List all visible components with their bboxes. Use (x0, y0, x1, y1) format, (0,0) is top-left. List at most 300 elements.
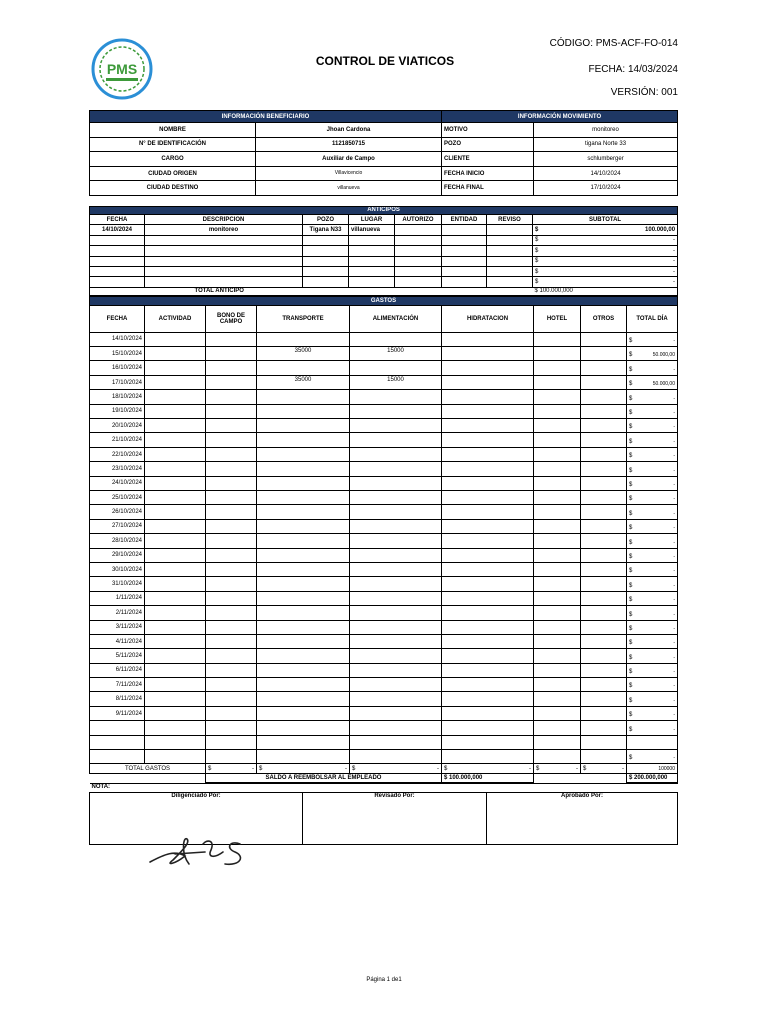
anticipo-lugar[interactable]: villanueva (349, 225, 395, 235)
anticipo-lugar[interactable] (349, 235, 395, 245)
total-bono: $ - (206, 764, 257, 774)
gasto-alimentacion[interactable] (350, 591, 442, 605)
gasto-total-dia: $ - (627, 591, 678, 605)
gasto-hidratacion[interactable] (442, 750, 534, 764)
gasto-otros[interactable] (581, 519, 627, 533)
field-value[interactable]: schlumberger (534, 152, 678, 167)
gasto-hidratacion[interactable] (442, 620, 534, 634)
anticipo-descripcion[interactable]: monitoreo (145, 225, 303, 235)
gasto-bono[interactable] (206, 332, 257, 346)
gasto-bono[interactable] (206, 735, 257, 749)
gasto-alimentacion[interactable] (350, 634, 442, 648)
anticipo-fecha[interactable] (90, 246, 145, 256)
gasto-alimentacion[interactable] (350, 534, 442, 548)
gasto-actividad[interactable] (145, 332, 206, 346)
col-header: AUTORIZO (395, 214, 442, 224)
gasto-actividad[interactable] (145, 375, 206, 389)
gasto-hotel[interactable] (534, 634, 581, 648)
gasto-actividad[interactable] (145, 577, 206, 591)
gasto-fecha[interactable]: 9/11/2024 (90, 706, 145, 720)
gasto-transporte[interactable] (257, 390, 350, 404)
anticipo-reviso[interactable] (487, 256, 533, 266)
gasto-transporte[interactable] (257, 721, 350, 735)
gasto-alimentacion[interactable] (350, 678, 442, 692)
gasto-bono[interactable] (206, 649, 257, 663)
gasto-fecha[interactable]: 21/10/2024 (90, 433, 145, 447)
gasto-actividad[interactable] (145, 692, 206, 706)
anticipo-fecha[interactable] (90, 256, 145, 266)
gasto-actividad[interactable] (145, 721, 206, 735)
gasto-actividad[interactable] (145, 663, 206, 677)
gasto-hidratacion[interactable] (442, 562, 534, 576)
anticipo-entidad[interactable] (442, 246, 487, 256)
gasto-actividad[interactable] (145, 505, 206, 519)
gasto-otros[interactable] (581, 649, 627, 663)
gasto-otros[interactable] (581, 548, 627, 562)
field-value[interactable]: 14/10/2024 (534, 166, 678, 181)
anticipo-pozo[interactable] (303, 256, 349, 266)
gasto-actividad[interactable] (145, 606, 206, 620)
gasto-hidratacion[interactable] (442, 404, 534, 418)
field-value[interactable]: monitoreo (534, 123, 678, 138)
gasto-hidratacion[interactable] (442, 505, 534, 519)
gasto-hotel[interactable] (534, 663, 581, 677)
gasto-fecha[interactable]: 17/10/2024 (90, 375, 145, 389)
gasto-hotel[interactable] (534, 433, 581, 447)
gasto-transporte[interactable] (257, 606, 350, 620)
gasto-otros[interactable] (581, 634, 627, 648)
gasto-hidratacion[interactable] (442, 721, 534, 735)
gasto-row (90, 390, 678, 404)
anticipo-lugar[interactable] (349, 277, 395, 287)
gasto-transporte[interactable] (257, 750, 350, 764)
gasto-otros[interactable] (581, 390, 627, 404)
gasto-bono[interactable] (206, 591, 257, 605)
gasto-alimentacion[interactable] (350, 620, 442, 634)
gasto-hotel[interactable] (534, 548, 581, 562)
gasto-transporte[interactable] (257, 562, 350, 576)
anticipo-autorizo[interactable] (395, 256, 442, 266)
gasto-otros[interactable] (581, 361, 627, 375)
field-value[interactable]: Auxiliar de Campo (256, 152, 442, 167)
gasto-transporte[interactable] (257, 505, 350, 519)
gasto-otros[interactable] (581, 447, 627, 461)
gasto-fecha[interactable]: 26/10/2024 (90, 505, 145, 519)
gasto-bono[interactable] (206, 534, 257, 548)
gasto-hotel[interactable] (534, 361, 581, 375)
gasto-alimentacion[interactable] (350, 404, 442, 418)
gasto-fecha[interactable] (90, 735, 145, 749)
gasto-hotel[interactable] (534, 750, 581, 764)
gasto-otros[interactable] (581, 375, 627, 389)
gasto-otros[interactable] (581, 433, 627, 447)
gasto-actividad[interactable] (145, 678, 206, 692)
gasto-fecha[interactable]: 18/10/2024 (90, 390, 145, 404)
gasto-actividad[interactable] (145, 390, 206, 404)
gasto-fecha[interactable]: 20/10/2024 (90, 419, 145, 433)
gasto-transporte[interactable]: 35000 (257, 375, 350, 389)
gasto-bono[interactable] (206, 577, 257, 591)
gasto-transporte[interactable] (257, 591, 350, 605)
saldo-label: SALDO A REEMBOLSAR AL EMPLEADO (206, 774, 442, 783)
field-value[interactable]: 17/10/2024 (534, 181, 678, 196)
gasto-fecha[interactable]: 8/11/2024 (90, 692, 145, 706)
gasto-bono[interactable] (206, 476, 257, 490)
gasto-hotel[interactable] (534, 332, 581, 346)
gasto-otros[interactable] (581, 462, 627, 476)
gasto-alimentacion[interactable] (350, 663, 442, 677)
gasto-actividad[interactable] (145, 634, 206, 648)
gasto-transporte[interactable] (257, 361, 350, 375)
gasto-hidratacion[interactable] (442, 419, 534, 433)
anticipo-fecha[interactable]: 14/10/2024 (90, 225, 145, 235)
gasto-hotel[interactable] (534, 649, 581, 663)
gasto-hotel[interactable] (534, 577, 581, 591)
gasto-transporte[interactable] (257, 577, 350, 591)
anticipo-entidad[interactable] (442, 225, 487, 235)
gasto-actividad[interactable] (145, 649, 206, 663)
gasto-actividad[interactable] (145, 735, 206, 749)
gasto-fecha[interactable]: 16/10/2024 (90, 361, 145, 375)
gasto-hotel[interactable] (534, 519, 581, 533)
gasto-bono[interactable] (206, 706, 257, 720)
gasto-bono[interactable] (206, 620, 257, 634)
gasto-alimentacion[interactable] (350, 606, 442, 620)
gasto-hidratacion[interactable] (442, 577, 534, 591)
gasto-transporte[interactable] (257, 433, 350, 447)
gasto-transporte[interactable] (257, 476, 350, 490)
anticipo-descripcion[interactable] (145, 246, 303, 256)
gasto-actividad[interactable] (145, 620, 206, 634)
gasto-alimentacion[interactable] (350, 577, 442, 591)
field-value[interactable]: Jhoan Cardona (256, 123, 442, 138)
anticipo-fecha[interactable] (90, 277, 145, 287)
gasto-bono[interactable] (206, 505, 257, 519)
gasto-transporte[interactable] (257, 706, 350, 720)
gasto-otros[interactable] (581, 692, 627, 706)
gasto-alimentacion[interactable] (350, 332, 442, 346)
anticipo-pozo[interactable] (303, 246, 349, 256)
gasto-otros[interactable] (581, 706, 627, 720)
gasto-bono[interactable] (206, 519, 257, 533)
gasto-otros[interactable] (581, 721, 627, 735)
gasto-actividad[interactable] (145, 347, 206, 361)
gasto-alimentacion[interactable] (350, 721, 442, 735)
gasto-hotel[interactable] (534, 562, 581, 576)
anticipo-entidad[interactable] (442, 277, 487, 287)
gasto-bono[interactable] (206, 750, 257, 764)
anticipo-pozo[interactable] (303, 266, 349, 276)
gasto-actividad[interactable] (145, 433, 206, 447)
gasto-alimentacion[interactable] (350, 433, 442, 447)
gasto-fecha[interactable]: 23/10/2024 (90, 462, 145, 476)
gasto-transporte[interactable] (257, 735, 350, 749)
gasto-otros[interactable] (581, 678, 627, 692)
gasto-fecha[interactable]: 14/10/2024 (90, 332, 145, 346)
gasto-hotel[interactable] (534, 735, 581, 749)
gasto-bono[interactable] (206, 419, 257, 433)
gasto-alimentacion[interactable] (350, 476, 442, 490)
gasto-actividad[interactable] (145, 562, 206, 576)
gasto-fecha[interactable]: 7/11/2024 (90, 678, 145, 692)
gasto-fecha[interactable]: 25/10/2024 (90, 491, 145, 505)
gasto-alimentacion[interactable] (350, 361, 442, 375)
gasto-bono[interactable] (206, 678, 257, 692)
gasto-alimentacion[interactable] (350, 491, 442, 505)
gasto-fecha[interactable]: 6/11/2024 (90, 663, 145, 677)
gasto-transporte[interactable] (257, 462, 350, 476)
gasto-alimentacion[interactable] (350, 706, 442, 720)
anticipo-autorizo[interactable] (395, 235, 442, 245)
gasto-otros[interactable] (581, 491, 627, 505)
gasto-transporte[interactable] (257, 491, 350, 505)
gasto-alimentacion[interactable]: 15000 (350, 347, 442, 361)
gasto-fecha[interactable] (90, 750, 145, 764)
gasto-hotel[interactable] (534, 591, 581, 605)
gasto-hotel[interactable] (534, 721, 581, 735)
anticipo-descripcion[interactable] (145, 235, 303, 245)
anticipo-fecha[interactable] (90, 235, 145, 245)
gasto-fecha[interactable]: 31/10/2024 (90, 577, 145, 591)
gasto-otros[interactable] (581, 591, 627, 605)
gasto-actividad[interactable] (145, 591, 206, 605)
gasto-hotel[interactable] (534, 678, 581, 692)
gasto-fecha[interactable]: 30/10/2024 (90, 562, 145, 576)
anticipo-pozo[interactable] (303, 235, 349, 245)
gasto-actividad[interactable] (145, 491, 206, 505)
col-header: HOTEL (534, 305, 581, 332)
gasto-actividad[interactable] (145, 534, 206, 548)
gasto-alimentacion[interactable] (350, 750, 442, 764)
gasto-hidratacion[interactable] (442, 692, 534, 706)
gasto-fecha[interactable]: 22/10/2024 (90, 447, 145, 461)
gasto-actividad[interactable] (145, 447, 206, 461)
gasto-hidratacion[interactable] (442, 476, 534, 490)
gasto-hidratacion[interactable] (442, 735, 534, 749)
gasto-transporte[interactable] (257, 663, 350, 677)
gasto-hidratacion[interactable] (442, 706, 534, 720)
gasto-alimentacion[interactable] (350, 505, 442, 519)
gasto-transporte[interactable] (257, 620, 350, 634)
gasto-hidratacion[interactable] (442, 332, 534, 346)
gasto-alimentacion[interactable] (350, 419, 442, 433)
anticipo-autorizo[interactable] (395, 277, 442, 287)
gasto-fecha[interactable]: 1/11/2024 (90, 591, 145, 605)
anticipo-autorizo[interactable] (395, 246, 442, 256)
field-value[interactable]: 1121850715 (256, 137, 442, 152)
gasto-fecha[interactable] (90, 721, 145, 735)
gasto-hotel[interactable] (534, 534, 581, 548)
gasto-bono[interactable] (206, 562, 257, 576)
anticipo-descripcion[interactable] (145, 256, 303, 266)
gasto-hidratacion[interactable] (442, 433, 534, 447)
gasto-fecha[interactable]: 19/10/2024 (90, 404, 145, 418)
gasto-bono[interactable] (206, 606, 257, 620)
gasto-alimentacion[interactable] (350, 562, 442, 576)
gasto-bono[interactable] (206, 663, 257, 677)
anticipo-reviso[interactable] (487, 246, 533, 256)
gasto-transporte[interactable] (257, 332, 350, 346)
gasto-bono[interactable] (206, 447, 257, 461)
gasto-transporte[interactable] (257, 534, 350, 548)
gasto-otros[interactable] (581, 577, 627, 591)
anticipo-reviso[interactable] (487, 266, 533, 276)
gasto-alimentacion[interactable] (350, 462, 442, 476)
anticipo-reviso[interactable] (487, 225, 533, 235)
gasto-fecha[interactable]: 15/10/2024 (90, 347, 145, 361)
gasto-actividad[interactable] (145, 548, 206, 562)
gasto-alimentacion[interactable] (350, 692, 442, 706)
gasto-bono[interactable] (206, 491, 257, 505)
gasto-hidratacion[interactable] (442, 462, 534, 476)
gasto-hidratacion[interactable] (442, 678, 534, 692)
gasto-bono[interactable] (206, 548, 257, 562)
field-value[interactable]: tigana Norte 33 (534, 137, 678, 152)
gasto-hotel[interactable] (534, 620, 581, 634)
anticipo-fecha[interactable] (90, 266, 145, 276)
gasto-hotel[interactable] (534, 476, 581, 490)
gasto-transporte[interactable] (257, 519, 350, 533)
gasto-hidratacion[interactable] (442, 390, 534, 404)
field-value[interactable]: villanueva (256, 181, 442, 196)
aprobado-label: Aprobado Por: (487, 793, 678, 845)
gasto-hidratacion[interactable] (442, 663, 534, 677)
gasto-bono[interactable] (206, 375, 257, 389)
gasto-actividad[interactable] (145, 706, 206, 720)
anticipo-lugar[interactable] (349, 266, 395, 276)
gasto-hidratacion[interactable] (442, 649, 534, 663)
anticipo-pozo[interactable] (303, 277, 349, 287)
gasto-hotel[interactable] (534, 390, 581, 404)
gasto-bono[interactable] (206, 721, 257, 735)
gasto-alimentacion[interactable] (350, 390, 442, 404)
gasto-hotel[interactable] (534, 462, 581, 476)
gasto-otros[interactable] (581, 534, 627, 548)
gasto-hidratacion[interactable] (442, 519, 534, 533)
gasto-hotel[interactable] (534, 404, 581, 418)
gasto-alimentacion[interactable] (350, 519, 442, 533)
gasto-actividad[interactable] (145, 750, 206, 764)
gasto-actividad[interactable] (145, 404, 206, 418)
gasto-alimentacion[interactable] (350, 649, 442, 663)
gasto-hidratacion[interactable] (442, 375, 534, 389)
gasto-hidratacion[interactable] (442, 548, 534, 562)
gasto-bono[interactable] (206, 347, 257, 361)
gasto-transporte[interactable] (257, 692, 350, 706)
gasto-hotel[interactable] (534, 347, 581, 361)
anticipo-reviso[interactable] (487, 235, 533, 245)
gasto-alimentacion[interactable] (350, 548, 442, 562)
gasto-bono[interactable] (206, 462, 257, 476)
gasto-otros[interactable] (581, 663, 627, 677)
gasto-hotel[interactable] (534, 606, 581, 620)
gasto-hidratacion[interactable] (442, 606, 534, 620)
gasto-hidratacion[interactable] (442, 591, 534, 605)
gasto-hotel[interactable] (534, 419, 581, 433)
gasto-hotel[interactable] (534, 447, 581, 461)
gasto-transporte[interactable]: 35000 (257, 347, 350, 361)
anticipo-entidad[interactable] (442, 266, 487, 276)
gasto-transporte[interactable] (257, 548, 350, 562)
gasto-fecha[interactable]: 3/11/2024 (90, 620, 145, 634)
gasto-bono[interactable] (206, 390, 257, 404)
gasto-hotel[interactable] (534, 692, 581, 706)
gasto-otros[interactable] (581, 347, 627, 361)
gasto-hotel[interactable] (534, 505, 581, 519)
gasto-fecha[interactable]: 2/11/2024 (90, 606, 145, 620)
gasto-transporte[interactable] (257, 419, 350, 433)
gasto-otros[interactable] (581, 505, 627, 519)
gasto-hidratacion[interactable] (442, 347, 534, 361)
gasto-otros[interactable] (581, 562, 627, 576)
anticipo-lugar[interactable] (349, 246, 395, 256)
gasto-fecha[interactable]: 27/10/2024 (90, 519, 145, 533)
gasto-transporte[interactable] (257, 649, 350, 663)
gasto-hidratacion[interactable] (442, 447, 534, 461)
gasto-hidratacion[interactable] (442, 361, 534, 375)
gasto-bono[interactable] (206, 404, 257, 418)
anticipo-entidad[interactable] (442, 235, 487, 245)
anticipo-pozo[interactable]: Tigana N33 (303, 225, 349, 235)
gasto-fecha[interactable]: 24/10/2024 (90, 476, 145, 490)
gasto-fecha[interactable]: 28/10/2024 (90, 534, 145, 548)
gasto-fecha[interactable]: 29/10/2024 (90, 548, 145, 562)
anticipo-autorizo[interactable] (395, 266, 442, 276)
gasto-hidratacion[interactable] (442, 634, 534, 648)
gasto-transporte[interactable] (257, 447, 350, 461)
gasto-fecha[interactable]: 4/11/2024 (90, 634, 145, 648)
gasto-bono[interactable] (206, 361, 257, 375)
gasto-transporte[interactable] (257, 634, 350, 648)
gasto-transporte[interactable] (257, 678, 350, 692)
gasto-bono[interactable] (206, 692, 257, 706)
anticipo-descripcion[interactable] (145, 277, 303, 287)
gasto-hidratacion[interactable] (442, 534, 534, 548)
gasto-otros[interactable] (581, 404, 627, 418)
gasto-fecha[interactable]: 5/11/2024 (90, 649, 145, 663)
gasto-otros[interactable] (581, 620, 627, 634)
gasto-actividad[interactable] (145, 419, 206, 433)
gasto-actividad[interactable] (145, 519, 206, 533)
anticipo-entidad[interactable] (442, 256, 487, 266)
gasto-otros[interactable] (581, 750, 627, 764)
gasto-otros[interactable] (581, 606, 627, 620)
gasto-hotel[interactable] (534, 706, 581, 720)
gasto-actividad[interactable] (145, 476, 206, 490)
gasto-otros[interactable] (581, 735, 627, 749)
field-value[interactable]: Villavicencio (256, 166, 442, 181)
gasto-hotel[interactable] (534, 375, 581, 389)
gasto-hotel[interactable] (534, 491, 581, 505)
gasto-actividad[interactable] (145, 462, 206, 476)
gasto-otros[interactable] (581, 332, 627, 346)
anticipo-autorizo[interactable] (395, 225, 442, 235)
gasto-alimentacion[interactable]: 15000 (350, 375, 442, 389)
gasto-alimentacion[interactable] (350, 735, 442, 749)
anticipo-reviso[interactable] (487, 277, 533, 287)
gasto-otros[interactable] (581, 476, 627, 490)
gasto-bono[interactable] (206, 634, 257, 648)
gasto-hidratacion[interactable] (442, 491, 534, 505)
anticipo-lugar[interactable] (349, 256, 395, 266)
gasto-otros[interactable] (581, 419, 627, 433)
gasto-transporte[interactable] (257, 404, 350, 418)
anticipo-descripcion[interactable] (145, 266, 303, 276)
gasto-alimentacion[interactable] (350, 447, 442, 461)
gasto-bono[interactable] (206, 433, 257, 447)
gasto-actividad[interactable] (145, 361, 206, 375)
col-header: POZO (303, 214, 349, 224)
